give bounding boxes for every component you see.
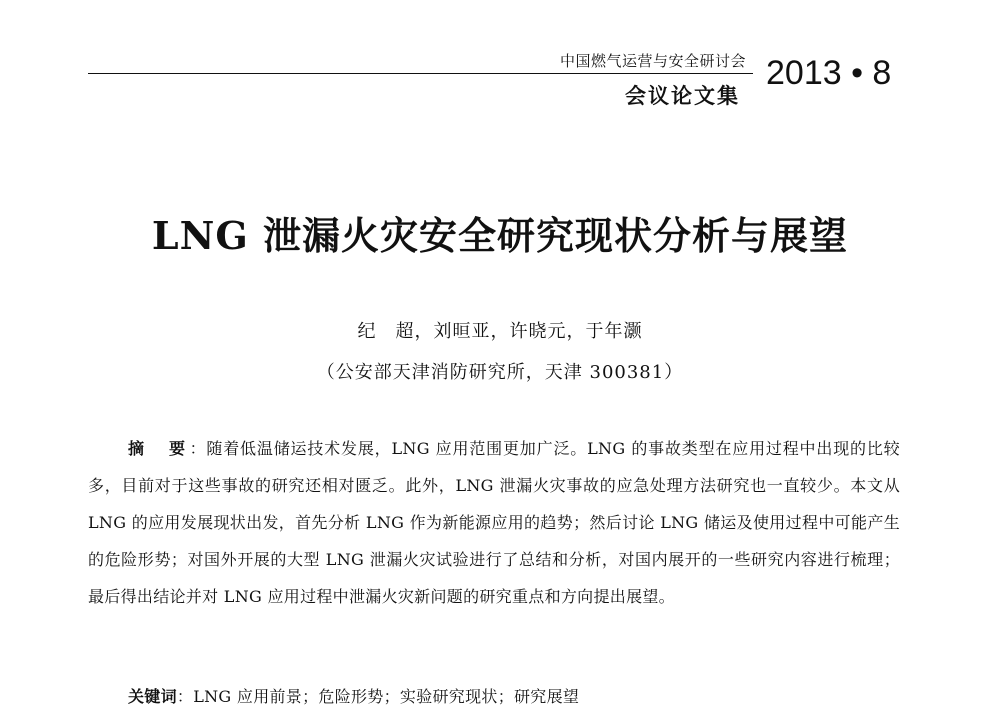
- proceedings-label: 会议论文集: [625, 84, 740, 108]
- conference-name: 中国燃气运营与安全研讨会: [560, 52, 747, 70]
- paper-title: LNG 泄漏火灾安全研究现状分析与展望: [151, 213, 849, 258]
- abstract-paragraph: [88, 430, 900, 615]
- paper-authors: 纪 超，刘晅亚，许晓元，于年灏: [357, 321, 643, 342]
- keywords-text: ：LNG 应用前景；危险形势；实验研究现状；研究展望: [176, 687, 580, 706]
- abstract: [88, 430, 900, 615]
- header-rule: [88, 73, 753, 74]
- abstract-text: ：随着低温储运技术发展，LNG 应用范围更加广泛。LNG 的事故类型在应用过程中出现的比较多，目前对于这些事故的研究还相对匮乏。此外，LNG 泄漏火灾事故的应急处理方法研究也一直较少。本文从 LNG 的应用发展现状出发，首先分析 LNG 作为新能源应用的趋势；然后讨论 LNG 储运及使用过程中可能产生的危险形势；对国外开展的大型 LNG 泄漏火灾试验进行了总结和分析，对国内展开的一些研究内容进行梳理；最后得出结论并对 LNG 应用过程中泄漏火灾新问题的研究重点和方向提出展望。: [88, 439, 900, 606]
- abstract-label: 摘 要: [128, 439, 190, 458]
- keywords: [128, 684, 888, 707]
- paper-affiliation: （公安部天津消防研究所，天津 300381）: [316, 362, 684, 383]
- issue-number: 2013 • 8: [766, 54, 892, 92]
- keywords-label: 关键词: [128, 687, 177, 706]
